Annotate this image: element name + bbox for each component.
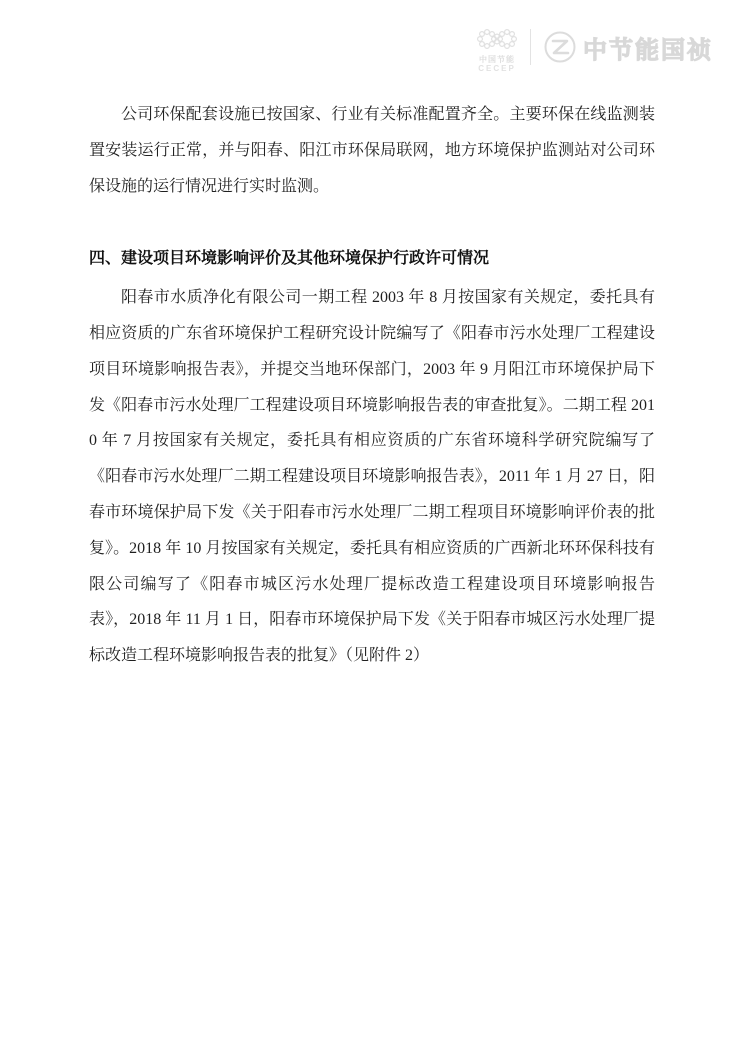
logo-divider — [530, 29, 531, 65]
cecep-logo-block — [476, 27, 518, 73]
paragraph-environmental-facilities: 公司环保配套设施已按国家、行业有关标准配置齐全。主要环保在线监测装置安装运行正常，并与阳春、阳江市环保局联网，地方环境保护监测站对公司环保设施的运行情况进行实时监测。 — [89, 106, 655, 195]
guozhen-z-circle-logo-icon — [543, 30, 583, 64]
section-heading-4: 四、建设项目环境影响评价及其他环境保护行政许可情况 — [89, 250, 490, 268]
guozhen-logo-block — [543, 30, 713, 65]
header-logo — [476, 27, 713, 73]
paragraph-eia-approvals: 阳春市水质净化有限公司一期工程 2003 年 8 月按国家有关规定，委托具有相应资质的广东省环境保护工程研究设计院编写了《阳春市污水处理厂工程建设项目环境影响报告表》，并提交当地环保部门，2003 年 9 月阳江市环境保护局下发《阳春市污水处理厂工程建设项目环境影响报告表的审查批复》。二期工程 2010 年 7 月按国家有关规定，委托具有相应资质的广东省环境科学研究院编写了《阳春市污水处理厂二期工程建设项目环境影响报告表》，2011 年 1 月 27 日，阳春市环境保护局下发《关于阳春市污水处理厂二期工程项目环境影响评价表的批复》。2018 年 10 月按国家有关规定，委托具有相应资质的广西新北环环保科技有限公司编写了《阳春市城区污水处理厂提标改造工程建设项目环境影响报告表》，2018 年 11 月 1 日，阳春市环境保护局下发《关于阳春市城区污水处理厂提标改造工程环境影响报告表的批复》（见附件 2） — [89, 289, 655, 665]
document-body — [89, 97, 655, 674]
logo-brand-cn-small: 中国节能 — [479, 55, 515, 64]
logo-brand-main: 中节能国祯 — [583, 36, 713, 64]
cecep-flower-logo-icon — [476, 27, 518, 53]
logo-brand-en-small: CECEP — [478, 64, 516, 73]
